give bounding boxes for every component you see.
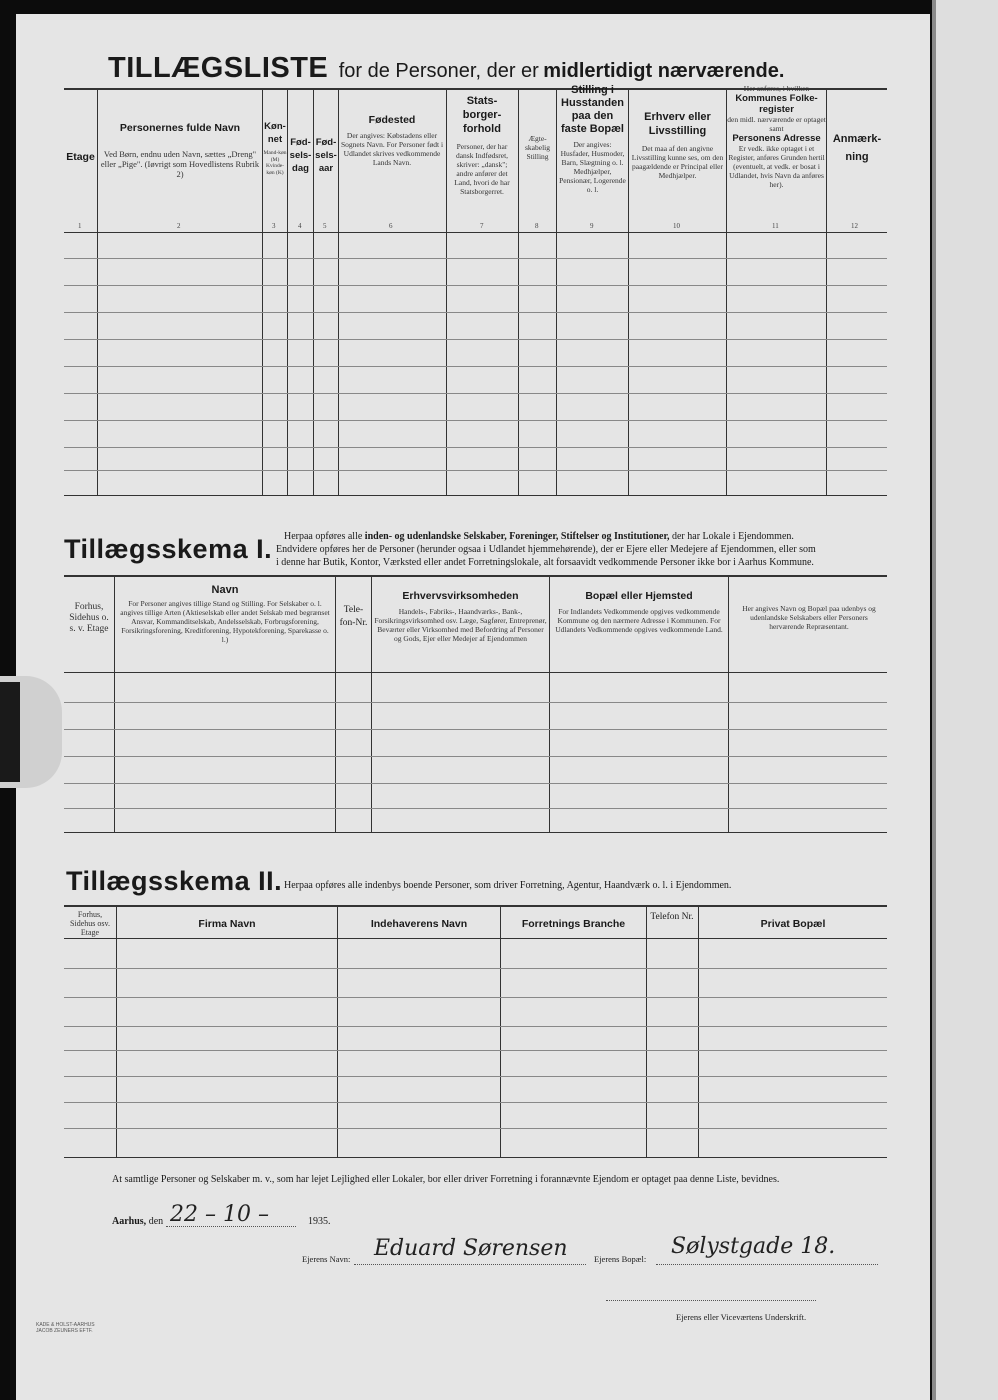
col-kon-sub: Mand-køn (M) Kvinde-køn (K)	[263, 150, 287, 176]
printer-imprint: KADE & HOLST-AARHUS JACOB ZEUNERS EFTF.	[36, 1322, 95, 1334]
skema1-col-bopael-cell	[554, 590, 724, 634]
col-statsborger-header: Stats-borger-forhold	[462, 95, 502, 135]
col-navn-header: Personernes fulde Navn	[119, 122, 241, 134]
skema2-col-indehaver: Indehaverens Navn	[370, 918, 468, 930]
col-num-4: 4	[298, 222, 302, 230]
skema2-col-firma: Firma Navn	[198, 918, 256, 930]
skema2-description: Herpaa opføres alle indenbys boende Personer, som driver Forretning, Agentur, Haandværk o. l. i Ejendommen.	[284, 880, 732, 891]
col-fodselsdag-header: Fød-sels-dag	[289, 137, 312, 174]
handwritten-date: 22 – 10 –	[170, 1202, 269, 1227]
tillaegsliste-heading	[108, 52, 784, 85]
col-navn-header-cell	[100, 122, 260, 179]
col-navn-sub: Ved Børn, endnu uden Navn, sættes „Dreng" eller „Pige". (Iøvrigt som Hovedlistens Rubrik 2)	[100, 149, 260, 179]
skema2-col-etage: Forhus, Sidehus osv. Etage	[70, 910, 110, 937]
skema1-description	[276, 530, 890, 569]
col-fodested-sub: Der angives: Købstadens eller Sognets Navn. For Personer født i Udlandet skrives vedkommende Lands Navn.	[340, 131, 444, 167]
den-label: den	[148, 1216, 164, 1227]
col-num-11: 11	[772, 222, 779, 230]
col-kon-header: Køn-net	[264, 121, 286, 145]
skema2-col-branche: Forretnings Branche	[521, 918, 626, 930]
col-num-8: 8	[535, 222, 539, 230]
skema1-desc-line3: i denne har Butik, Kontor, Værksted eller andet Forretningslokale, alt forsaavidt vedkommende Personer ikke bor i Aarhus Kommune.	[276, 557, 814, 568]
col-fodested-header: Fødested	[368, 114, 416, 126]
tillaegsliste-title-rest-2: midlertidigt nærværende.	[543, 60, 785, 82]
skema1-col-navn-sub: For Personer angives tillige Stand og Stilling. For Selskaber o. l. angives tillige Arten (Aktieselskab eller andet Selskab med begrænset Ansvar, Kommanditselskab, Andelsselskab, Forbrugsforening, Forsikringsforening, Kreditforening, Hypotekforening, Sparekasse o. l.)	[120, 599, 330, 644]
skema1-col-erhverv-cell	[374, 590, 547, 643]
skema1-desc-b: inden- og udenlandske Selskaber, Foreninger, Stiftelser og Institutioner,	[364, 531, 670, 542]
col-num-5: 5	[323, 222, 327, 230]
col-register-sub: Er vedk. ikke optaget i et Register, anføres Grunden hertil (eventuelt, at vedk. er bosat i Udlandet, hvis Navn da anføres her).	[728, 144, 825, 189]
col-num-7: 7	[480, 222, 484, 230]
skema1-col-erhverv-header: Erhvervsvirksomheden	[402, 590, 519, 602]
col-register-header2: Personens Adresse	[732, 133, 821, 144]
signature-label: Ejerens eller Viceværtens Underskrift.	[676, 1312, 807, 1322]
skema1-col-bopael-sub: For Indlandets Vedkommende opgives vedkommende Kommune og den nærmere Adresse i Kommunen. For Udlandets Vedkommende opgives vedkommende Land.	[555, 607, 723, 634]
skema1-desc-c: der har Lokale i Ejendommen.	[671, 531, 794, 542]
skema1-col-erhverv-sub: Handels-, Fabriks-, Haandværks-, Bank-, Forsikringsvirksomhed osv. Læge, Sagfører, Entreprenør, Beværter eller Virksomhed med Befordring af Personer og Gods, Ejer eller Medejer af Ejendommen	[374, 607, 547, 643]
col-erhverv-sub: Det maa af den angivne Livsstilling kunne ses, om den paagældende er Principal eller Medhjælper.	[631, 144, 724, 180]
col-num-6: 6	[389, 222, 393, 230]
col-register-pre: Her anføres, i hvilken	[743, 84, 810, 93]
col-stilling-header: Stilling i Husstanden paa den faste Bopæl	[561, 84, 624, 135]
col-register-header-cell	[727, 84, 826, 189]
col-register-header: Kommunes Folke-register	[735, 93, 818, 115]
skema1-col-navn-header: Navn	[211, 584, 239, 596]
skema1-col-repraesentant: Her angives Navn og Bopæl paa udenbys og udenlandske Selskabers eller Personers herværende Repræsentant.	[742, 604, 876, 631]
skema1-col-bopael-header: Bopæl eller Hjemsted	[585, 590, 693, 602]
city-label: Aarhus,	[112, 1216, 147, 1227]
col-num-9: 9	[590, 222, 594, 230]
col-num-1: 1	[78, 222, 82, 230]
col-num-12: 12	[851, 222, 858, 230]
binding-tab	[0, 676, 62, 788]
skema2-col-privat-bopael: Privat Bopæl	[760, 918, 826, 930]
skema1-desc-line2: Endvidere opføres her de Personer (herunder ogsaa i Udlandet hjemmehørende), der er Ejere eller Medejere af Ejendommen, eller som	[276, 544, 816, 555]
year: 1935.	[308, 1216, 331, 1227]
skema2-col-telefon: Telefon Nr.	[650, 912, 694, 922]
skema2-title: Tillægsskema II.	[66, 866, 283, 896]
skema1-desc-line1	[284, 530, 890, 543]
col-anmaerkning-header: Anmærk-ning	[832, 133, 882, 163]
skema1-title: Tillægsskema I.	[64, 534, 273, 564]
col-register-mid: den midl. nærværende er optaget samt	[727, 115, 826, 133]
col-erhverv-header: Erhverv eller Livsstilling	[644, 111, 711, 137]
owner-address-label: Ejerens Bopæl:	[594, 1254, 647, 1264]
col-etage-header: Etage	[66, 151, 95, 163]
col-erhverv-header-cell	[630, 110, 725, 180]
skema1-col-telefon: Tele-fon-Nr.	[339, 605, 368, 628]
tillaegsliste-title-rest-1: for de Personer, der er	[338, 60, 539, 82]
col-num-3: 3	[272, 222, 276, 230]
skema1-desc-a: Herpaa opføres alle	[284, 531, 363, 542]
skema1-col-etage: Forhus, Sidehus o. s. v. Etage	[69, 602, 109, 634]
col-num-10: 10	[673, 222, 680, 230]
date-line	[112, 1216, 163, 1227]
adjacent-page-edge	[932, 0, 998, 1400]
col-stilling-sub: Der angives: Husfader, Husmoder, Barn, Slægtning o. l. Medhjælper, Pensionær, Logerende o. l.	[559, 140, 626, 194]
col-fodested-header-cell	[340, 114, 444, 167]
skema1-col-navn-cell	[118, 584, 332, 644]
col-aegteskab-header: Ægte-skabelig Stilling	[525, 134, 550, 161]
col-kon-header-cell	[263, 120, 287, 176]
col-stilling-header-cell	[558, 84, 627, 194]
col-num-2: 2	[177, 222, 181, 230]
owner-name-handwritten: Eduard Sørensen	[374, 1236, 568, 1261]
attestation-statement: At samtlige Personer og Selskaber m. v., som har lejet Lejlighed eller Lokaler, bor eller driver Forretning i forannævnte Ejendom er optaget paa denne Liste, bevidnes.	[112, 1174, 780, 1185]
col-statsborger-header-cell	[448, 94, 516, 196]
owner-name-label: Ejerens Navn:	[302, 1254, 351, 1264]
form-page	[16, 14, 930, 1400]
tillaegsliste-title: TILLÆGSLISTE	[108, 52, 329, 84]
owner-address-handwritten: Sølystgade 18.	[671, 1234, 836, 1259]
col-fodselsaar-header: Fød-sels-aar	[315, 137, 337, 174]
col-statsborger-sub: Personer, der har dansk Indfødsret, skriver: „dansk"; andre anfører det Land, hvori de har Statsborgerret.	[454, 142, 510, 196]
